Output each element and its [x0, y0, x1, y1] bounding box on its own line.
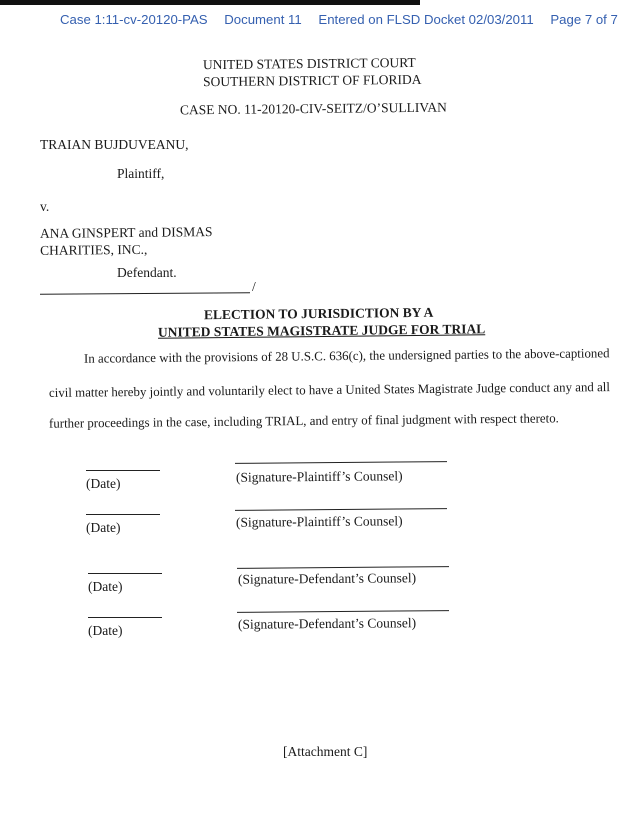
defendant-role: Defendant.: [117, 265, 177, 280]
signature-block-row: [0, 570, 638, 613]
signature-block-row: [0, 470, 638, 510]
defendant-name-line-2: CHARITIES, INC.,: [40, 241, 148, 258]
signature-line: [237, 566, 449, 569]
document-title-line-2: UNITED STATES MAGISTRATE JUDGE FOR TRIAL: [157, 321, 486, 340]
case-number: CASE NO. 11-20120-CIV-SEITZ/O’SULLIVAN: [179, 99, 447, 118]
body-paragraph-line-2: civil matter hereby jointly and voluntarily elect to have a United States Magistrate Judge conduct any and all: [48, 380, 610, 400]
court-heading: [203, 54, 422, 90]
caption-slash: /: [252, 279, 256, 294]
docket-case-number: Case 1:11-cv-20120-PAS: [60, 12, 208, 27]
date-line: [86, 470, 160, 471]
defendant-name-line-1: ANA GINSPERT and DISMAS: [39, 224, 213, 241]
document-title-line-1: ELECTION TO JURISDICTION BY A: [203, 304, 434, 323]
signature-line: [235, 461, 447, 464]
signature-block-row: [0, 617, 638, 657]
signature-block-row: [0, 514, 638, 554]
defendant-name: [40, 223, 213, 259]
caption-divider: [40, 292, 250, 294]
body-paragraph-line-1: In accordance with the provisions of 28 U.S.C. 636(c), the undersigned parties to the above-captioned: [83, 346, 610, 366]
docket-document-number: Document 11: [224, 12, 302, 27]
date-label: (Date): [86, 520, 121, 535]
plaintiff-name: TRAIAN BUJDUVEANU,: [40, 137, 189, 152]
attachment-label: [Attachment C]: [283, 744, 368, 759]
signature-label: (Signature-Plaintiff’s Counsel): [235, 513, 403, 530]
versus: v.: [40, 199, 50, 214]
docket-header: [60, 12, 618, 27]
signature-label: (Signature-Defendant’s Counsel): [237, 615, 417, 632]
docket-entered-date: Entered on FLSD Docket 02/03/2011: [318, 12, 534, 27]
court-name: UNITED STATES DISTRICT COURT: [202, 54, 416, 73]
signature-label: (Signature-Defendant’s Counsel): [237, 570, 417, 587]
date-label: (Date): [88, 623, 123, 638]
date-line: [86, 514, 160, 515]
court-district: SOUTHERN DISTRICT OF FLORIDA: [203, 71, 422, 90]
body-paragraph-line-3: further proceedings in the case, including TRIAL, and entry of final judgment with respect thereto.: [48, 411, 559, 431]
docket-page-number: Page 7 of 7: [550, 12, 618, 27]
date-line: [88, 617, 162, 618]
signature-label: (Signature-Plaintiff’s Counsel): [235, 468, 403, 485]
top-border-line: [0, 0, 420, 5]
date-label: (Date): [86, 476, 121, 491]
date-label: (Date): [88, 579, 123, 594]
plaintiff-role: Plaintiff,: [117, 166, 165, 181]
date-line: [88, 573, 162, 574]
